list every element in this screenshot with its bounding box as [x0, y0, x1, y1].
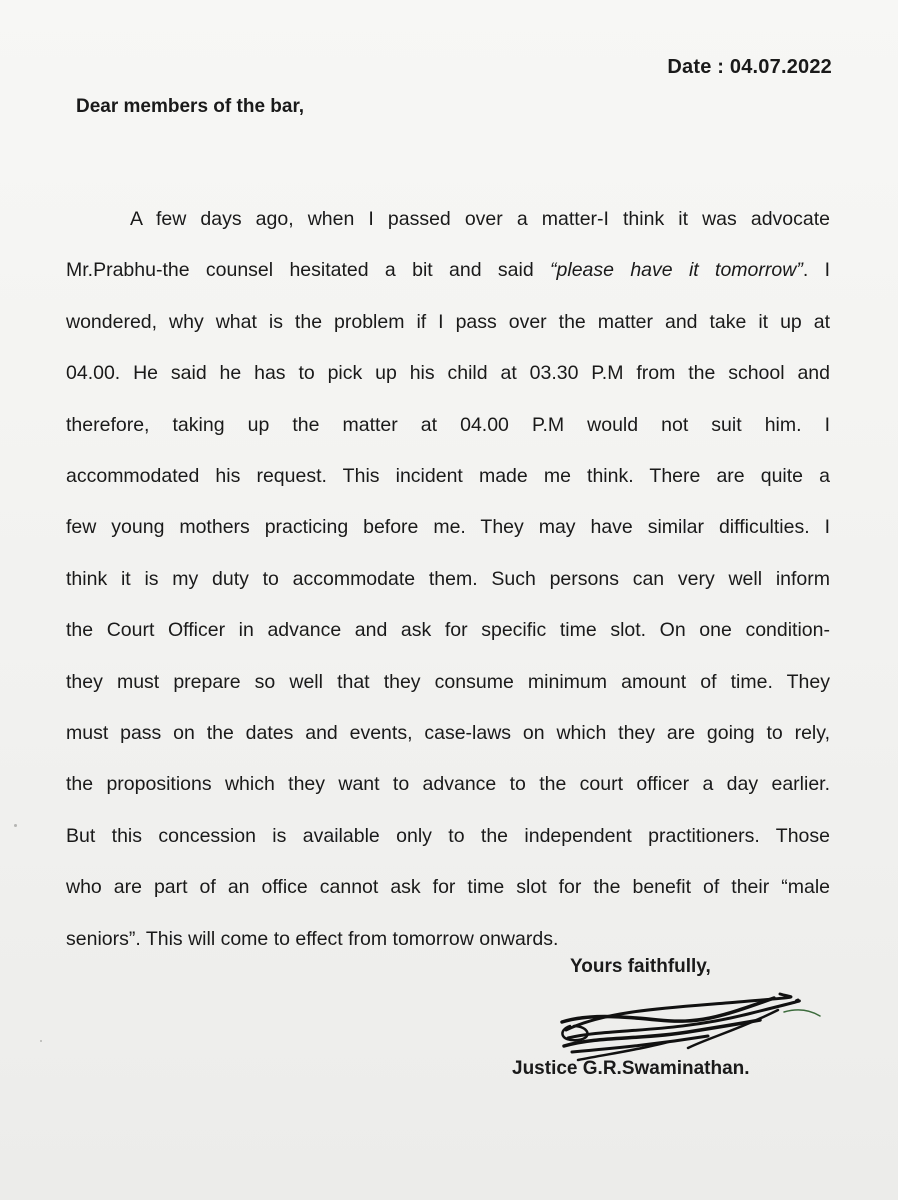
body-line: the Court Officer in advance and ask for specific time slot. On one condition- — [66, 619, 830, 642]
body-line: But this concession is available only to the independent practitioners. Those — [66, 824, 830, 847]
body-line: seniors”. This will come to effect from tomorrow onwards. — [66, 927, 559, 950]
body-line-text: A few days ago, when I passed over a matter-I think it was advocate — [130, 208, 830, 230]
letter-body — [66, 194, 830, 965]
body-line: think it is my duty to accommodate them. Such persons can very well inform — [66, 567, 830, 590]
body-line: accommodated his request. This incident made me think. There are quite a — [66, 465, 830, 488]
body-line: they must prepare so well that they consume minimum amount of time. They — [66, 670, 830, 693]
body-line: who are part of an office cannot ask for time slot for the benefit of their “male — [66, 876, 830, 899]
body-line — [66, 194, 830, 245]
paper-speck — [40, 1040, 42, 1042]
body-line: must pass on the dates and events, case-laws on which they are going to rely, — [66, 722, 830, 745]
body-line: Mr.Prabhu-the counsel hesitated a bit and said “please have it tomorrow”. I — [66, 259, 830, 282]
body-line: 04.00. He said he has to pick up his child at 03.30 P.M from the school and — [66, 362, 830, 385]
signatory-name: Justice G.R.Swaminathan. — [512, 1058, 750, 1079]
body-line-text: . I — [802, 259, 830, 282]
body-line: wondered, why what is the problem if I pass over the matter and take it up at — [66, 310, 830, 333]
body-line-text: Mr.Prabhu-the counsel hesitated a bit and said — [66, 259, 534, 282]
body-line: the propositions which they want to advance to the court officer a day earlier. — [66, 773, 830, 796]
body-line: therefore, taking up the matter at 04.00 P.M would not suit him. I — [66, 413, 830, 436]
quoted-request: please have it tomorrow — [556, 259, 797, 282]
body-line: few young mothers practicing before me. They may have similar difficulties. I — [66, 516, 830, 539]
paper-speck — [14, 824, 17, 827]
letter-date: Date : 04.07.2022 — [667, 56, 832, 78]
salutation: Dear members of the bar, — [76, 96, 305, 117]
closing: Yours faithfully, — [570, 956, 711, 977]
